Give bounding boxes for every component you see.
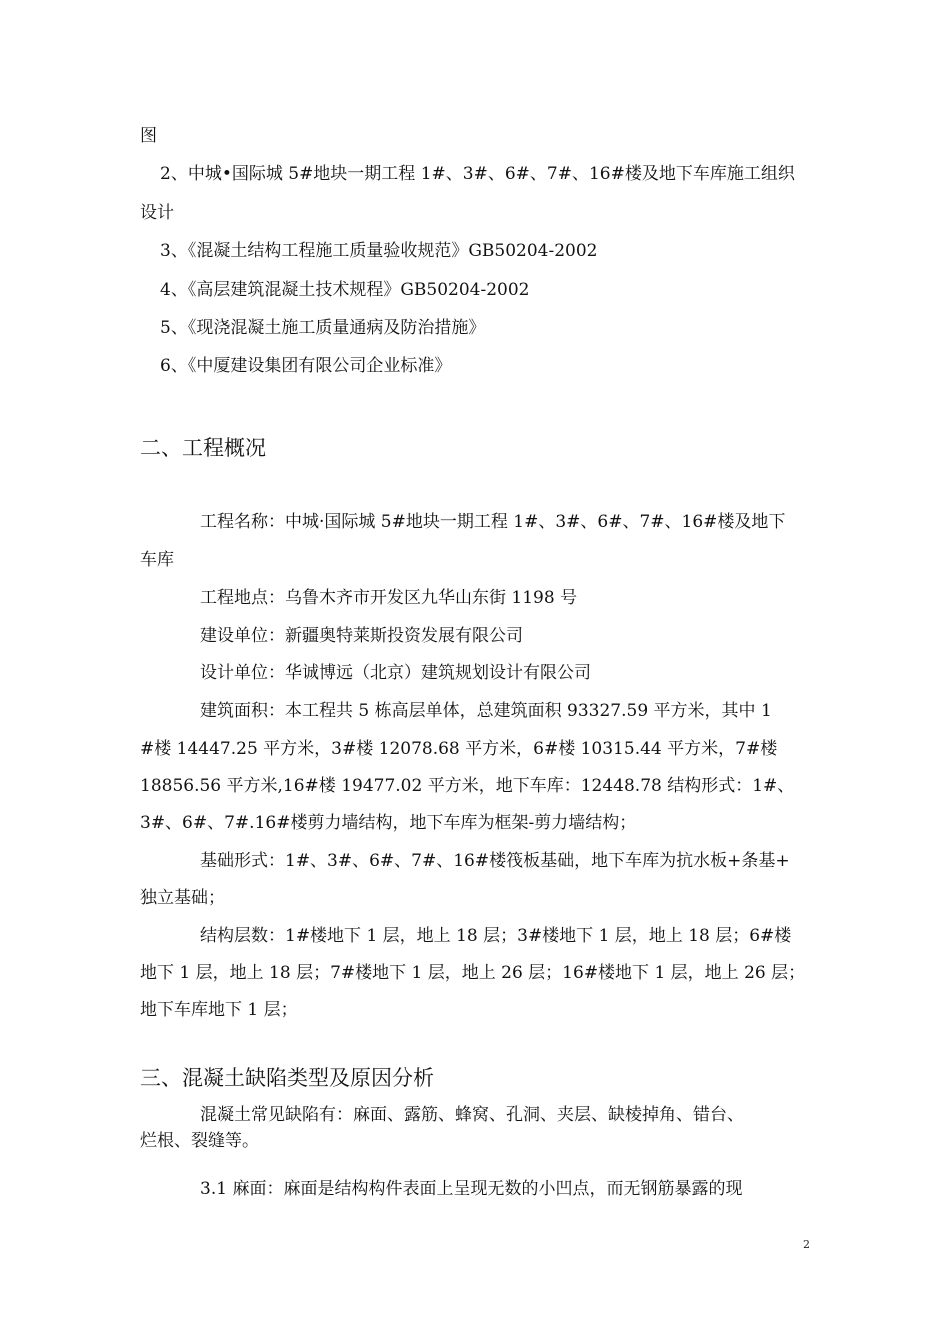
project-name-cont: 车库 (140, 550, 174, 570)
project-owner: 建设单位：新疆奥特莱斯投资发展有限公司 (200, 626, 523, 646)
reference-continuation: 图 (140, 126, 157, 146)
building-area-line-2: #楼 14447.25 平方米，3#楼 12078.68 平方米，6#楼 10315.44 平方米，7#楼 (140, 739, 778, 759)
building-area-line-3: 18856.56 平方米,16#楼 19477.02 平方米，地下车库：12448.78 结构形式：1#、 (140, 776, 795, 796)
defects-intro: 混凝土常见缺陷有：麻面、露筋、蜂窝、孔洞、夹层、缺棱掉角、错台、 (200, 1105, 744, 1125)
project-designer: 设计单位：华诚博远（北京）建筑规划设计有限公司 (200, 663, 591, 683)
structure-floors-line-3: 地下车库地下 1 层； (140, 1000, 298, 1020)
reference-item-2-cont: 设计 (140, 203, 174, 223)
foundation-type-cont: 独立基础； (140, 888, 225, 908)
reference-item-3: 3、《混凝土结构工程施工质量验收规范》GB50204-2002 (160, 241, 598, 261)
building-area-line-4: 3#、6#、7#.16#楼剪力墙结构，地下车库为框架-剪力墙结构； (140, 813, 637, 833)
page-number: 2 (803, 1238, 810, 1251)
structure-floors-line-2: 地下 1 层，地上 18 层；7#楼地下 1 层，地上 26 层；16#楼地下 1 层，地上 26 层； (140, 963, 806, 983)
reference-item-6: 6、《中厦建设集团有限公司企业标准》 (160, 356, 452, 376)
reference-item-4: 4、《高层建筑混凝土技术规程》GB50204-2002 (160, 280, 530, 300)
foundation-type: 基础形式：1#、3#、6#、7#、16#楼筏板基础，地下车库为抗水板+条基+ (200, 851, 790, 871)
defects-intro-cont: 烂根、裂缝等。 (140, 1131, 259, 1151)
section-heading-2: 二、工程概况 (140, 436, 266, 460)
section-3-1-paragraph: 3.1 麻面：麻面是结构构件表面上呈现无数的小凹点，而无钢筋暴露的现 (200, 1179, 743, 1199)
reference-item-2: 2、中城•国际城 5#地块一期工程 1#、3#、6#、7#、16#楼及地下车库施工组织 (160, 164, 795, 184)
reference-item-5: 5、《现浇混凝土施工质量通病及防治措施》 (160, 318, 486, 338)
section-heading-3: 三、混凝土缺陷类型及原因分析 (140, 1066, 434, 1090)
building-area: 建筑面积：本工程共 5 栋高层单体，总建筑面积 93327.59 平方米，其中 1 (200, 701, 772, 721)
project-name: 工程名称：中城·国际城 5#地块一期工程 1#、3#、6#、7#、16#楼及地下 (200, 512, 786, 532)
structure-floors: 结构层数：1#楼地下 1 层，地上 18 层；3#楼地下 1 层，地上 18 层；6#楼 (200, 926, 792, 946)
project-location: 工程地点：乌鲁木齐市开发区九华山东街 1198 号 (200, 588, 578, 608)
